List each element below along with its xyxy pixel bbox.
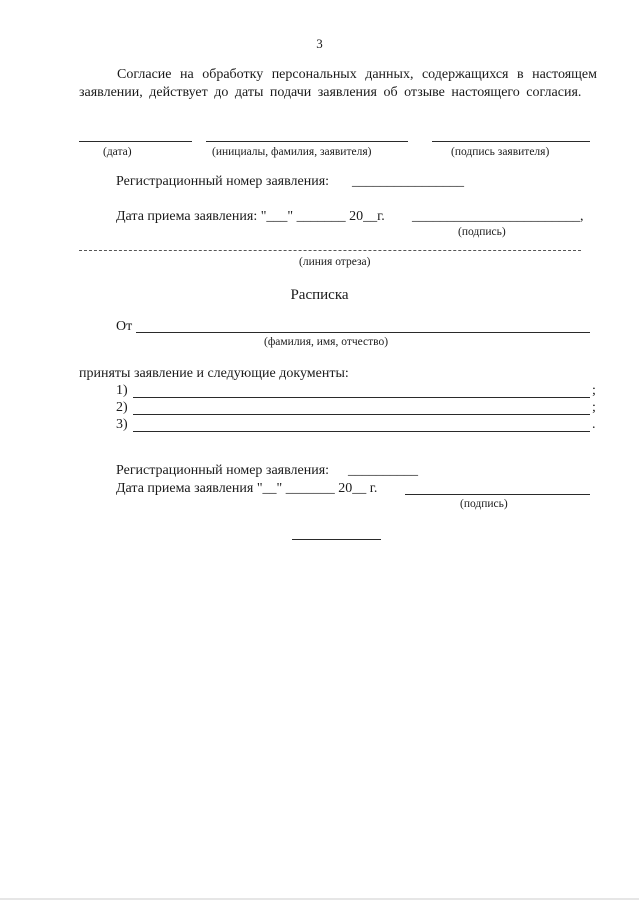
- consent-paragraph: Согласие на обработку персональных данных, содержащихся в настоящем заявлении, действует до даты подачи заявления об отзыве настоящего согласия.: [79, 67, 597, 100]
- caption-signature: (подпись заявителя): [451, 146, 550, 158]
- registration-signature-caption: (подпись): [458, 226, 506, 238]
- receipt-from-label: От: [116, 319, 133, 334]
- name-signature-line: [206, 141, 408, 142]
- receipt-accepted-text: приняты заявление и следующие документы:: [79, 366, 349, 381]
- receipt-signature-line: [405, 494, 590, 495]
- document-item-number: 1): [116, 383, 128, 398]
- caption-name: (инициалы, фамилия, заявителя): [212, 146, 372, 158]
- cut-line: [79, 250, 581, 251]
- applicant-signature-line: [432, 141, 590, 142]
- document-item-line: [133, 414, 590, 415]
- registration-number-label: Регистрационный номер заявления:: [116, 174, 330, 189]
- document-item-end: .: [592, 417, 596, 432]
- registration-number-blank: ________________: [352, 174, 464, 189]
- document-item-number: 2): [116, 400, 128, 415]
- receipt-reg-number-label: Регистрационный номер заявления:: [116, 463, 330, 478]
- receipt-date-label: Дата приема заявления "__" _______ 20__ г.: [116, 481, 378, 496]
- receipt-title: Расписка: [290, 287, 349, 303]
- closing-line: [292, 539, 381, 540]
- registration-date-label: Дата приема заявления: "___" _______ 20__г.: [116, 209, 385, 224]
- caption-date: (дата): [103, 146, 132, 158]
- document-item-number: 3): [116, 417, 128, 432]
- document-item-line: [133, 397, 590, 398]
- document-item-end: ;: [592, 383, 596, 398]
- registration-signature-blank: ________________________,: [412, 209, 584, 224]
- date-signature-line: [79, 141, 192, 142]
- scan-bottom-edge: [0, 898, 639, 900]
- document-item-end: ;: [592, 400, 596, 415]
- document-item-line: [133, 431, 590, 432]
- receipt-from-line: [136, 332, 590, 333]
- cut-line-caption: (линия отреза): [299, 256, 371, 268]
- receipt-from-caption: (фамилия, имя, отчество): [264, 336, 389, 348]
- receipt-reg-number-blank: __________: [348, 463, 418, 478]
- receipt-signature-caption: (подпись): [460, 498, 508, 510]
- page-number: 3: [316, 36, 323, 51]
